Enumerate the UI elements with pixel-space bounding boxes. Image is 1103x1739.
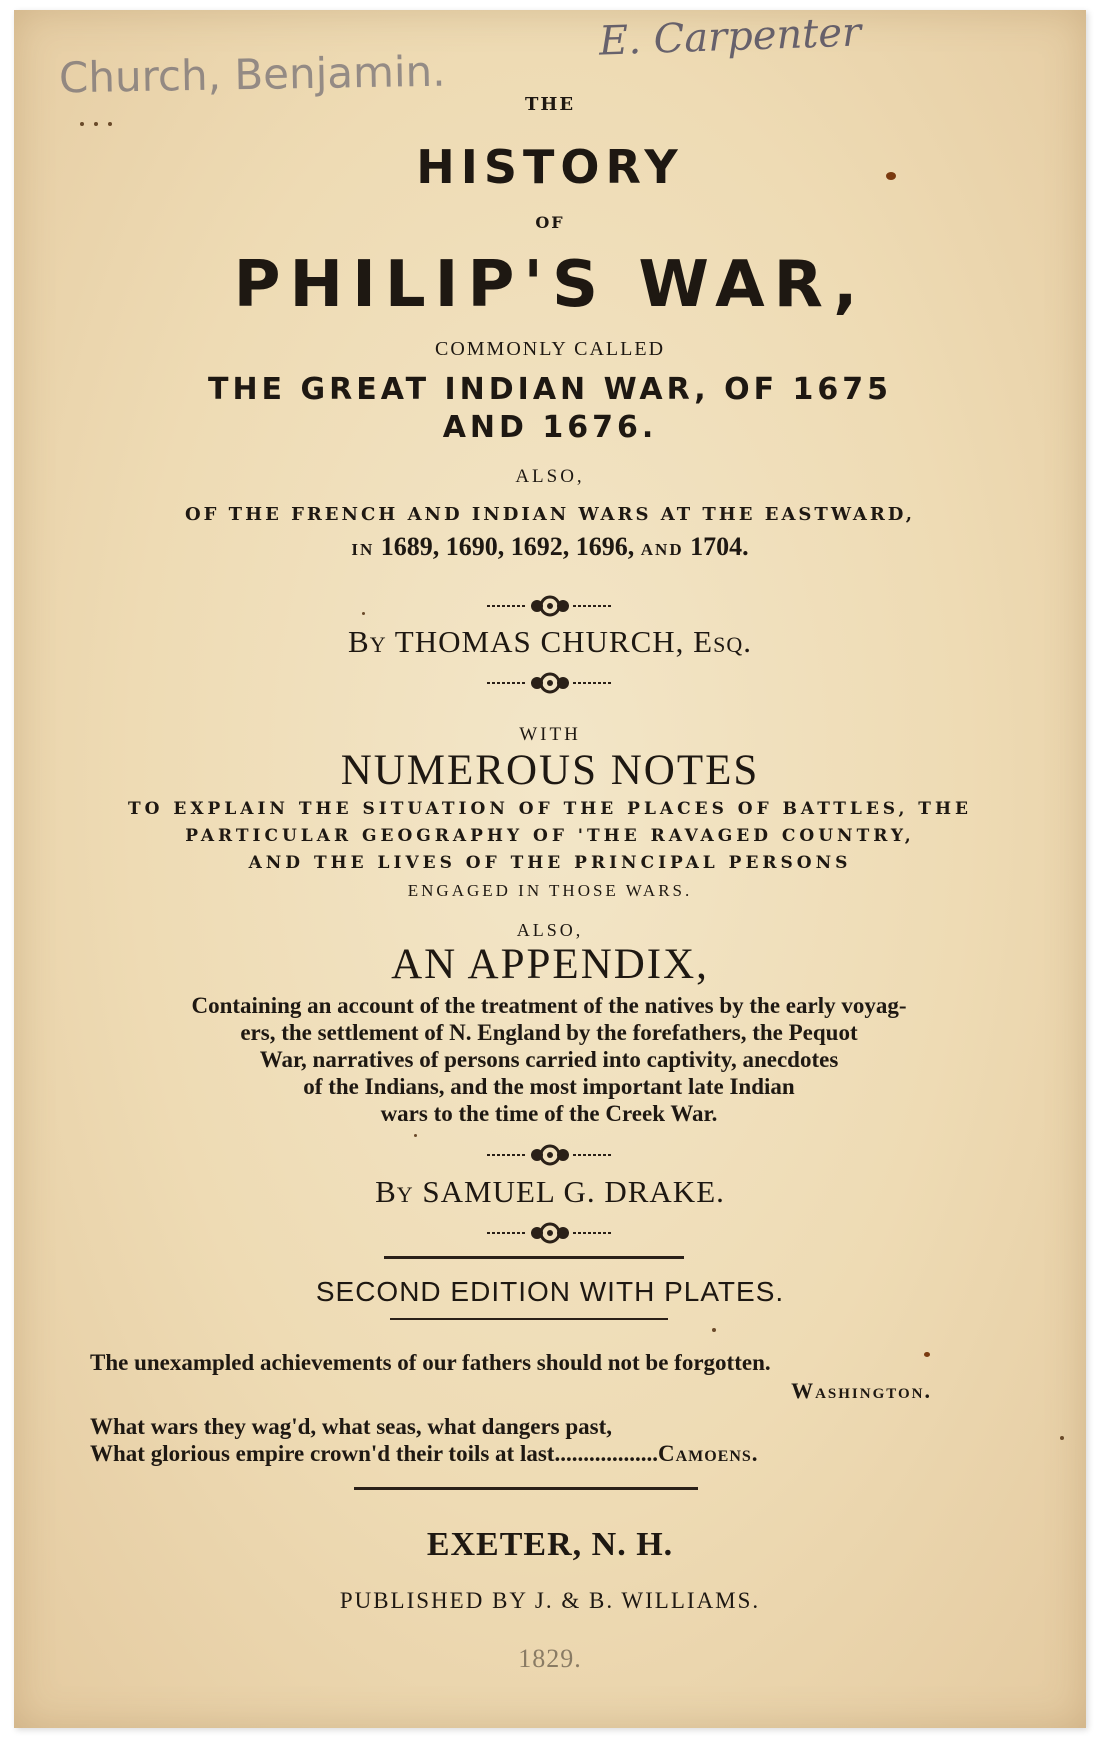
author-suffix: Esq. bbox=[693, 624, 752, 659]
title-main: PHILIP'S WAR, bbox=[233, 248, 867, 322]
notes-with: WITH bbox=[519, 724, 581, 745]
author-name: THOMAS CHURCH, bbox=[394, 624, 685, 659]
also-wars-years: 1689, 1690, 1692, 1696, bbox=[380, 532, 635, 561]
epigraph-2-line-2-text: What glorious empire crown'd their toils at last.................. bbox=[90, 1441, 658, 1466]
notes-line-2: PARTICULAR GEOGRAPHY OF 'THE RAVAGED COUNTRY, bbox=[185, 826, 915, 846]
handwritten-signature: E. Carpenter bbox=[598, 9, 862, 65]
ink-speck bbox=[362, 612, 365, 615]
epigraph-2-line-2 bbox=[90, 1441, 759, 1467]
fleuron-divider-icon bbox=[14, 1222, 1086, 1244]
ink-speck bbox=[924, 1352, 930, 1357]
epigraph-1-text: The unexampled achievements of our fathers should not be forgotten. bbox=[90, 1350, 771, 1375]
ink-speck bbox=[94, 122, 98, 126]
title-commonly-called: COMMONLY CALLED bbox=[434, 338, 666, 360]
appendix-line-3: War, narratives of persons carried into captivity, anecdotes bbox=[259, 1047, 839, 1072]
appendix-line-4: of the Indians, and the most important late Indian bbox=[303, 1074, 795, 1099]
appendix-line-5: wars to the time of the Creek War. bbox=[380, 1101, 718, 1126]
title-history: HISTORY bbox=[416, 140, 684, 194]
appendix-line-1: Containing an account of the treatment of the natives by the early voyag- bbox=[191, 993, 907, 1018]
edition-rule-bottom bbox=[390, 1318, 668, 1320]
handwritten-author-note: Church, Benjamin. bbox=[58, 46, 446, 103]
title-page bbox=[14, 10, 1086, 1728]
appendix-line-2: ers, the settlement of N. England by the forefathers, the Pequot bbox=[240, 1020, 858, 1045]
appendix-heading: AN APPENDIX, bbox=[391, 941, 709, 988]
imprint-year: 1829. bbox=[518, 1644, 582, 1673]
notes-line-1: TO EXPLAIN THE SITUATION OF THE PLACES OF BATTLES, THE bbox=[128, 799, 972, 819]
appendix-also: ALSO, bbox=[516, 920, 584, 940]
appendix-description bbox=[74, 992, 1024, 1127]
ink-speck bbox=[886, 172, 896, 180]
ink-speck bbox=[108, 122, 112, 126]
ink-speck bbox=[1060, 1436, 1064, 1440]
title-subtitle-line-1: THE GREAT INDIAN WAR, OF 1675 bbox=[207, 372, 893, 407]
ink-speck bbox=[712, 1328, 716, 1332]
epigraph-1-attribution: Washington. bbox=[791, 1378, 932, 1403]
epigraph-2-attribution: Camoens. bbox=[657, 1441, 759, 1466]
notes-line-3: AND THE LIVES OF THE PRINCIPAL PERSONS bbox=[248, 853, 852, 873]
notes-heading: NUMEROUS NOTES bbox=[340, 747, 760, 794]
editor-name: SAMUEL G. DRAKE. bbox=[422, 1174, 725, 1209]
edition-rule-top bbox=[384, 1256, 684, 1259]
also-wars-line-1: OF THE FRENCH AND INDIAN WARS AT THE EASTWARD, bbox=[184, 504, 916, 525]
edition-statement: SECOND EDITION WITH PLATES. bbox=[315, 1276, 785, 1307]
imprint-place: EXETER, N. H. bbox=[426, 1526, 674, 1563]
also-label-1: ALSO, bbox=[515, 466, 585, 487]
also-wars-line-2 bbox=[14, 532, 1086, 562]
ink-speck bbox=[80, 122, 84, 126]
fleuron-divider-icon bbox=[14, 1144, 1086, 1166]
author-line bbox=[14, 624, 1086, 660]
also-wars-in: IN bbox=[351, 540, 375, 559]
editor-by: By bbox=[375, 1174, 414, 1209]
also-wars-last-year: 1704. bbox=[690, 532, 749, 561]
editor-line bbox=[14, 1174, 1086, 1210]
title-the: THE bbox=[524, 94, 576, 115]
imprint-publisher: PUBLISHED BY J. & B. WILLIAMS. bbox=[339, 1588, 761, 1613]
ink-speck bbox=[414, 1134, 417, 1137]
imprint-rule bbox=[354, 1487, 698, 1490]
epigraph-2-line-1: What wars they wag'd, what seas, what dangers past, bbox=[90, 1414, 613, 1439]
author-by: By bbox=[348, 624, 387, 659]
notes-line-4: ENGAGED IN THOSE WARS. bbox=[407, 881, 693, 900]
title-subtitle-line-2: AND 1676. bbox=[442, 410, 658, 445]
fleuron-divider-icon bbox=[14, 595, 1086, 617]
title-of: OF bbox=[535, 213, 565, 232]
also-wars-and: AND bbox=[640, 540, 684, 559]
fleuron-divider-icon bbox=[14, 672, 1086, 694]
